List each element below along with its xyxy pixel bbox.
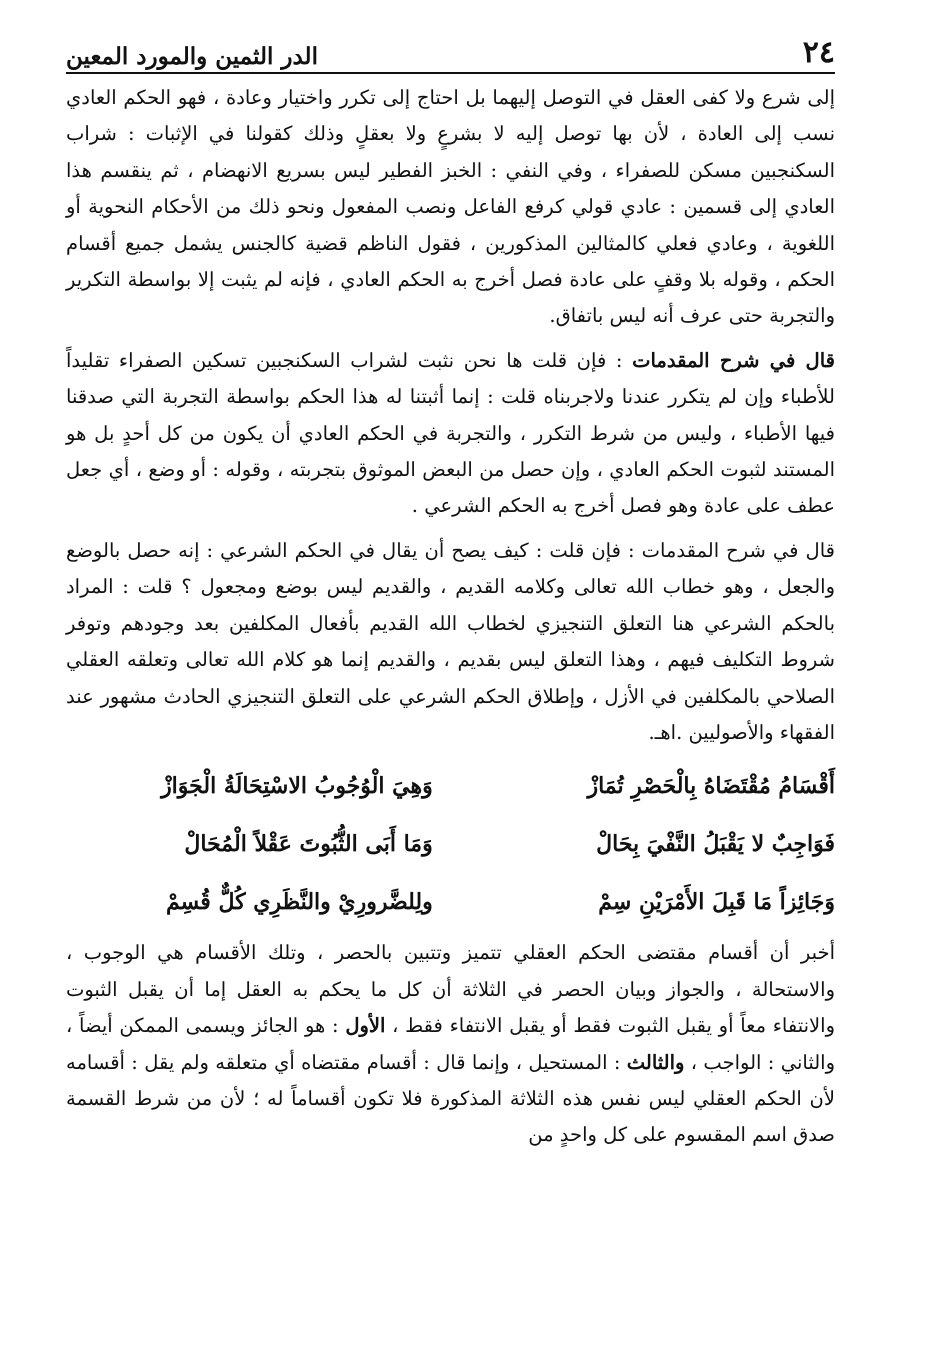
verse-second-hemistich: ولِلضَّرورِيْ والنَّظَرِي كُلٌّ قُسِمْ	[166, 889, 433, 916]
verse-second-hemistich: وَهِيَ الْوُجُوبُ الاسْتِحَالَةُ الْجَوَازْ	[161, 773, 433, 800]
page-header	[66, 28, 835, 74]
verse-second-hemistich: وَمَا أَبَى الثُّبُوتَ عَقْلاً الْمُحَالْ	[184, 831, 433, 858]
paragraph-4-part-1: أخبر أن أقسام مقتضى الحكم العقلي تتميز وتتبين بالحصر ، وتلك الأقسام هي الوجوب ، والاستحالة ، والجواز وبيان الحصر في الثلاثة أن كل ما يحكم به العقل إما أن يقبل الثبوت والانتفاء معاً أو يقبل الثبوت فقط أو يقبل الانتفاء فقط ،	[66, 941, 835, 1038]
page-number: ٢٤	[802, 35, 835, 70]
paragraph-4-part-2: : هو الجائز ويسمى الممكن أيضاً ، والثاني : الواجب ،	[66, 1014, 835, 1074]
term-third: والثالث	[626, 1050, 685, 1074]
paragraph-3-text: قال في شرح المقدمات : فإن قلت : كيف يصح أن يقال في الحكم الشرعي : إنه حصل بالوضع والجعل ، وهو خطاب الله تعالى وكلامه القديم ، والقديم ليس بوضع ومجعول ؟ قلت : المراد بالحكم الشرعي هنا التعلق التنجيزي لخطاب الله القديم بأفعال المكلفين بعد وجودهم وتوفر شروط التكليف فيهم ، وهذا التعلق ليس بقديم ، والقديم إنما هو كلام الله تعالى وتعلقه العقلي الصلاحي بالمكلفين في الأزل ، وإطلاق الحكم الشرعي على التعلق التنجيزي الحادث مشهور عند الفقهاء والأصوليين .اهـ.	[66, 538, 835, 744]
verse-line	[66, 815, 835, 873]
verse-line	[66, 873, 835, 931]
paragraph-2	[66, 343, 835, 525]
verse-line	[66, 757, 835, 815]
paragraph-4-part-3: : المستحيل ، وإنما قال : أقسام مقتضاه أي متعلقه ولم يقل : أقسامه لأن الحكم العقلي ليس نفس هذه الثلاثة المذكورة فلا تكون أقساماً له ؛ لأن من شرط القسمة صدق اسم المقسوم على كل واحدٍ من	[66, 1050, 835, 1147]
verse-first-hemistich: وَجَائِزاً مَا قَبِلَ الأَمْرَيْنِ سِمْ	[598, 889, 835, 916]
term-first: الأول	[345, 1014, 386, 1038]
verse-first-hemistich: أَقْسَامُ مُقْتَضَاهُ بِالْحَصْرِ تُمَازْ	[587, 773, 835, 800]
verse-first-hemistich: فَوَاجِبٌ لا يَقْبَلُ النَّفْيَ بِحَالْ	[596, 831, 835, 858]
paragraph-2-text: : فإن قلت ها نحن نثبت لشراب السكنجبين تسكين الصفراء تقليداً للأطباء وإن لم يتكرر عندنا ولاجربناه قلت : إنما أثبتنا له هذا الحكم بواسطة التجربة التي صدقنا فيها الأطباء ، وليس من شرط التكرر ، والتجربة في الحكم العادي أن يكون من كل أحدٍ بل هو المستند لثبوت الحكم العادي ، وإن حصل من البعض الموثوق بتجربته ، وقوله : أو وضع ، أي جعل عطف على عادة وهو فصل أخرج به الحكم الشرعي .	[66, 348, 835, 518]
running-title: الدر الثمين والمورد المعين	[66, 43, 318, 70]
page-body	[66, 80, 835, 1154]
paragraph-2-lead: قال في شرح المقدمات	[632, 348, 835, 372]
paragraph-3	[66, 533, 835, 751]
paragraph-1-text: إلى شرع ولا كفى العقل في التوصل إليهما بل احتاج إلى تكرر واختيار وعادة ، فهو الحكم العادي نسب إلى العادة ، لأن بها توصل إليه لا بشرعٍ ولا بعقلٍ وذلك كقولنا في الإثبات : شراب السكنجبين مسكن للصفراء ، وفي النفي : الخبز الفطير ليس بسريع الانهضام ، ثم ينقسم هذا العادي إلى قسمين : عادي قولي كرفع الفاعل ونصب المفعول ونحو ذلك من الأحكام النحوية أو اللغوية ، وعادي فعلي كالمثالين المذكورين ، فقول الناظم قضية كالجنس يشمل جميع أقسام الحكم ، وقوله بلا وقفٍ على عادة فصل أخرج به الحكم العادي ، فإنه لم يثبت إلا بواسطة التكرير والتجربة حتى عرف أنه ليس باتفاق.	[66, 86, 836, 328]
poem-verses	[66, 757, 835, 931]
paragraph-1	[66, 80, 835, 335]
paragraph-4	[66, 935, 835, 1153]
